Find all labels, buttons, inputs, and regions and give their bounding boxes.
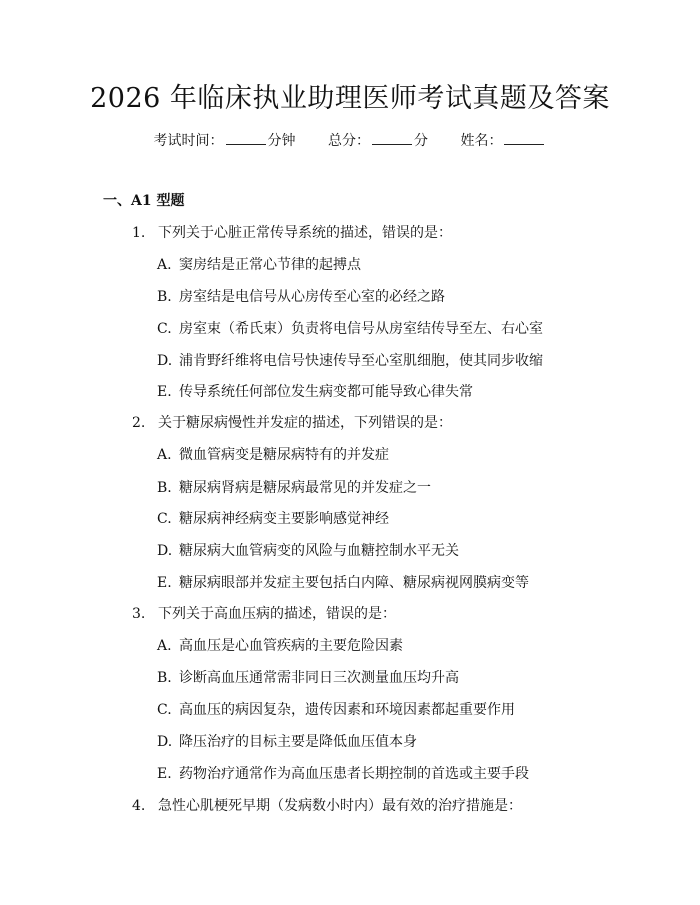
question-text: 关于糖尿病慢性并发症的描述，下列错误的是： bbox=[158, 415, 452, 431]
total-score-blank bbox=[372, 130, 412, 145]
option-item bbox=[157, 508, 389, 530]
question-number: 4. bbox=[132, 798, 146, 814]
option-item bbox=[157, 286, 445, 308]
option-text: 传导系统任何部位发生病变都可能导致心律失常 bbox=[179, 384, 473, 400]
option-item bbox=[157, 540, 459, 562]
option-text: 降压治疗的目标主要是降低血压值本身 bbox=[179, 734, 417, 750]
question-stem bbox=[132, 795, 522, 817]
option-letter: B. bbox=[157, 289, 172, 305]
option-letter: C. bbox=[157, 702, 172, 718]
exam-time-label: 考试时间： bbox=[153, 133, 224, 149]
option-letter: B. bbox=[157, 670, 172, 686]
option-item bbox=[157, 444, 389, 466]
option-letter: A. bbox=[157, 257, 172, 273]
option-letter: E. bbox=[157, 575, 172, 591]
total-score-label: 总分： bbox=[328, 133, 370, 149]
option-text: 浦肯野纤维将电信号快速传导至心室肌细胞，使其同步收缩 bbox=[179, 353, 543, 369]
exam-info-line bbox=[0, 130, 700, 152]
option-item bbox=[157, 635, 403, 657]
question-number: 3. bbox=[132, 606, 146, 622]
option-letter: E. bbox=[157, 384, 172, 400]
option-letter: C. bbox=[157, 511, 172, 527]
exam-time-blank bbox=[226, 130, 266, 145]
option-item bbox=[157, 381, 473, 403]
exam-time-unit: 分钟 bbox=[267, 133, 296, 149]
option-text: 高血压是心血管疾病的主要危险因素 bbox=[179, 638, 403, 654]
question-number: 2. bbox=[132, 415, 146, 431]
option-letter: B. bbox=[157, 480, 172, 496]
option-text: 窦房结是正常心节律的起搏点 bbox=[179, 257, 361, 273]
option-text: 糖尿病大血管病变的风险与血糖控制水平无关 bbox=[179, 543, 459, 559]
section-heading: 一、A1 型题 bbox=[103, 193, 185, 209]
option-item bbox=[157, 699, 515, 721]
option-item bbox=[157, 477, 431, 499]
option-text: 房室束（希氏束）负责将电信号从房室结传导至左、右心室 bbox=[179, 321, 543, 337]
question-stem bbox=[132, 603, 396, 625]
option-text: 糖尿病眼部并发症主要包括白内障、糖尿病视网膜病变等 bbox=[179, 575, 529, 591]
option-letter: E. bbox=[157, 766, 172, 782]
option-item bbox=[157, 318, 543, 340]
option-item bbox=[157, 763, 529, 785]
option-letter: D. bbox=[157, 734, 173, 750]
exam-time-field bbox=[154, 130, 296, 152]
option-letter: C. bbox=[157, 321, 172, 337]
option-text: 高血压的病因复杂，遗传因素和环境因素都起重要作用 bbox=[179, 702, 515, 718]
option-item bbox=[157, 667, 459, 689]
option-text: 药物治疗通常作为高血压患者长期控制的首选或主要手段 bbox=[179, 766, 529, 782]
name-field bbox=[460, 130, 546, 152]
option-item bbox=[157, 572, 529, 594]
name-blank bbox=[504, 130, 544, 145]
exam-title: 2026 年临床执业助理医师考试真题及答案 bbox=[90, 83, 610, 114]
total-score-field bbox=[328, 130, 428, 152]
option-item bbox=[157, 731, 417, 753]
option-item bbox=[157, 350, 543, 372]
total-score-unit: 分 bbox=[414, 133, 428, 149]
option-item bbox=[157, 254, 361, 276]
question-stem bbox=[132, 412, 452, 434]
question-text: 下列关于高血压病的描述，错误的是： bbox=[158, 606, 396, 622]
option-letter: D. bbox=[157, 353, 173, 369]
option-text: 糖尿病神经病变主要影响感觉神经 bbox=[179, 511, 389, 527]
option-text: 微血管病变是糖尿病特有的并发症 bbox=[179, 447, 389, 463]
option-text: 房室结是电信号从心房传至心室的必经之路 bbox=[179, 289, 445, 305]
option-text: 糖尿病肾病是糖尿病最常见的并发症之一 bbox=[179, 480, 431, 496]
option-letter: A. bbox=[157, 638, 172, 654]
option-letter: A. bbox=[157, 447, 172, 463]
question-text: 急性心肌梗死早期（发病数小时内）最有效的治疗措施是： bbox=[158, 798, 522, 814]
option-letter: D. bbox=[157, 543, 173, 559]
name-label: 姓名： bbox=[460, 133, 503, 149]
question-text: 下列关于心脏正常传导系统的描述，错误的是： bbox=[158, 225, 452, 241]
question-stem bbox=[132, 222, 452, 244]
option-text: 诊断高血压通常需非同日三次测量血压均升高 bbox=[179, 670, 459, 686]
question-number: 1. bbox=[132, 225, 146, 241]
